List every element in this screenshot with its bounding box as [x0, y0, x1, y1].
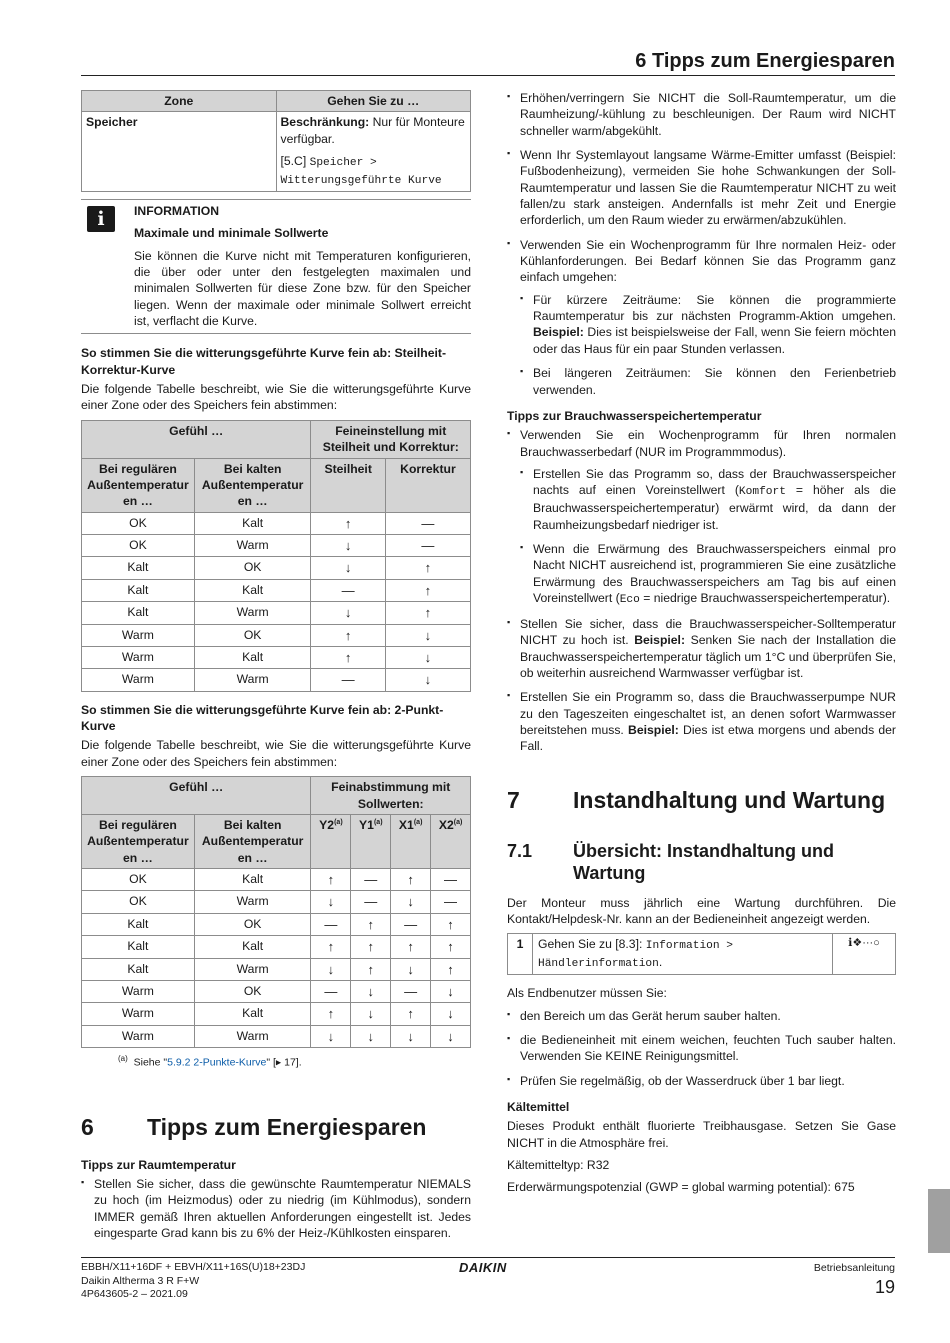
- twopoint-table-cell: ↑: [391, 1003, 431, 1025]
- twopoint-table-row: [82, 868, 471, 890]
- twopoint-table-cell: —: [431, 891, 471, 913]
- slope-table-cell: ↓: [385, 646, 470, 668]
- twopoint-table-cell: ↓: [391, 1025, 431, 1047]
- twopoint-table-row: [82, 936, 471, 958]
- twopoint-table-cell: Kalt: [194, 868, 311, 890]
- slope-table-cell: ↓: [385, 624, 470, 646]
- slope-table-cell: —: [385, 534, 470, 556]
- twopoint-table-cell: ↓: [391, 958, 431, 980]
- slope-table-cell: OK: [194, 557, 311, 579]
- twopoint-table-cell: Kalt: [194, 936, 311, 958]
- slope-table-cell: ↑: [311, 624, 385, 646]
- slope-table-cell: ↑: [385, 557, 470, 579]
- footer-model: EBBH/X11+16DF + EBVH/X11+16S(U)18+23DJ: [81, 1261, 306, 1273]
- slope-table-cell: —: [311, 579, 385, 601]
- slope-table-cell: ↑: [311, 512, 385, 534]
- slope-table-row: [82, 557, 471, 579]
- section-7-heading: 7 Instandhaltung und Wartung: [507, 786, 886, 813]
- header-rule: [81, 75, 895, 76]
- information-box: [81, 199, 471, 334]
- slope-feel-header: Gefühl …: [82, 420, 311, 458]
- twopoint-table-cell: ↑: [311, 868, 351, 890]
- refrigerant-heading: Kältemittel: [507, 1099, 570, 1114]
- footer-rule: [81, 1257, 895, 1258]
- dhw-tip-1: ▪ Verwenden Sie ein Wochenprogramm für Ihren normalen Brauchwasserbedarf (NUR im Programmmodus). ▪ Erstellen Sie das Programm so, dass der Brauchwasserspeicher nachts auf einen Voreinstellwert (Komfort = höher als die Brauchwasserspeichertemperatur) erwärmt wird, da dann der Raumheizungsbedarf niedriger ist. ▪ Wenn die Erwärmung des Brauchwasserspeichers einmal pro Nacht NICHT ausreichend ist, programmieren Sie eine zusätzliche Erwärmung des Brauchwasserspeichers am Tag bis auf einen Voreinstellwert (Eco = niedrige Brauchwasserspeichertemperatur).: [520, 427, 896, 608]
- twopoint-table-cell: Warm: [82, 980, 195, 1002]
- slope-table-row: [82, 602, 471, 624]
- twopoint-table-cell: OK: [82, 868, 195, 890]
- room-temp-heading: Tipps zur Raumtemperatur: [81, 1157, 236, 1172]
- maintenance-intro: Der Monteur muss jährlich eine Wartung durchführen. Die Kontakt/Helpdesk-Nr. kann an der Bedieneinheit angezeigt werden.: [507, 895, 896, 926]
- slope-table-cell: Warm: [82, 669, 195, 691]
- user-task-1: ▪ den Bereich um das Gerät herum sauber halten.: [520, 1008, 896, 1024]
- refrigerant-type: Kältemitteltyp: R32: [507, 1157, 610, 1172]
- section-6-heading: 6 Tipps zum Energiesparen: [81, 1113, 427, 1140]
- goto-cell: Beschränkung: Nur für Monteure verfügbar. [5.C] Speicher > Witterungsgeführte Kurve: [276, 112, 471, 192]
- slope-table-cell: —: [385, 512, 470, 534]
- twopoint-table-cell: ↑: [351, 913, 391, 935]
- slope-table-cell: OK: [82, 534, 195, 556]
- slope-table-cell: Kalt: [82, 579, 195, 601]
- twopoint-intro: Die folgende Tabelle beschreibt, wie Sie die witterungsgeführte Kurve einer Zone oder des Speichers fein abstimmen:: [81, 738, 471, 769]
- twopoint-x2-header: X2$^{(a)}$: [431, 814, 471, 868]
- room-tip-2: ▪ Erhöhen/verringern Sie NICHT die Soll-Raumtemperatur, um die Raumheizung/-kühlung zu beschleunigen. Der Raum wird NICHT schneller warm/abgekühlt.: [520, 90, 896, 139]
- twopoint-table-cell: ↓: [431, 1003, 471, 1025]
- slope-korrektur-header: Korrektur: [385, 458, 470, 512]
- room-tip-4: ▪ Verwenden Sie ein Wochenprogramm für Ihre normalen Heiz- oder Kühlanforderungen. Bei Bedarf können Sie das Programm ganz einfach umgehen: ▪ Für kürzere Zeiträume: Sie können die programmierte Raumtemperatur bis zur nächsten Programm-Aktion umgehen. Beispiel: Dies ist beispielsweise der Fall, wenn Sie feiern möchten oder das Haus für ein paar Stunden verlassen. ▪ Bei längeren Zeiträumen: Sie können den Ferienbetrieb verwenden.: [520, 237, 896, 398]
- zone-table: [81, 90, 471, 192]
- footnote-link[interactable]: 5.9.2 2-Punkte-Kurve: [167, 1056, 267, 1069]
- twopoint-table-row: [82, 980, 471, 1002]
- section-7-1-heading: 7.1 Übersicht: Instandhaltung und Wartung: [507, 840, 834, 883]
- slope-table-cell: ↑: [385, 602, 470, 624]
- slope-table-cell: Warm: [82, 624, 195, 646]
- twopoint-table-cell: OK: [82, 891, 195, 913]
- twopoint-table-cell: ↓: [351, 1025, 391, 1047]
- slope-table-cell: ↓: [311, 602, 385, 624]
- user-task-3: ▪ Prüfen Sie regelmäßig, ob der Wasserdruck über 1 bar liegt.: [520, 1073, 896, 1089]
- twopoint-table-cell: —: [311, 913, 351, 935]
- info-title: Maximale und minimale Sollwerte: [134, 226, 329, 241]
- goto-col-header: Gehen Sie zu …: [276, 91, 471, 112]
- slope-table-cell: Kalt: [82, 557, 195, 579]
- twopoint-table-cell: Warm: [194, 891, 311, 913]
- twopoint-table-cell: —: [351, 891, 391, 913]
- twopoint-table-cell: OK: [194, 913, 311, 935]
- twopoint-table-cell: Warm: [194, 958, 311, 980]
- twopoint-table-cell: ↑: [391, 936, 431, 958]
- slope-table-cell: Warm: [194, 534, 311, 556]
- slope-table-cell: Warm: [194, 669, 311, 691]
- step-table: [507, 933, 896, 975]
- chapter-tab-marker: [928, 1189, 950, 1253]
- twopoint-table-cell: Warm: [82, 1025, 195, 1047]
- refrigerant-text: Dieses Produkt enthält fluorierte Treibhausgase. Setzen Sie Gase NICHT in die Atmosphäre frei.: [507, 1119, 896, 1150]
- twopoint-y1-header: Y1$^{(a)}$: [351, 814, 391, 868]
- slope-table-cell: Warm: [82, 646, 195, 668]
- step-number: 1: [508, 934, 533, 975]
- footnote: $^{(a)}$ Siehe "5.9.2 2-Punkte-Kurve" [▸ 17].: [118, 1054, 302, 1069]
- twopoint-table-cell: ↑: [351, 958, 391, 980]
- slope-table-row: [82, 669, 471, 691]
- page-header-title: 6 Tipps zum Energiesparen: [635, 50, 895, 72]
- twopoint-table-cell: —: [311, 980, 351, 1002]
- footer-doc: 4P643605-2 – 2021.09: [81, 1288, 188, 1301]
- twopoint-table-row: [82, 1025, 471, 1047]
- footer-product: Daikin Altherma 3 R F+W: [81, 1274, 200, 1287]
- slope-table: [81, 420, 471, 692]
- slope-table-row: [82, 646, 471, 668]
- twopoint-table-row: [82, 891, 471, 913]
- slope-regular-header: Bei regulären Außentemperatur en …: [82, 458, 195, 512]
- twopoint-table-cell: ↓: [431, 1025, 471, 1047]
- slope-table-cell: ↓: [311, 557, 385, 579]
- twopoint-x1-header: X1$^{(a)}$: [391, 814, 431, 868]
- twopoint-table-cell: ↓: [391, 891, 431, 913]
- twopoint-fine-header: Feinabstimmung mit Sollwerten:: [311, 777, 471, 815]
- twopoint-table-cell: Kalt: [82, 958, 195, 980]
- left-column: [81, 90, 471, 1249]
- twopoint-table-row: [82, 913, 471, 935]
- slope-table-row: [82, 624, 471, 646]
- slope-table-cell: OK: [82, 512, 195, 534]
- twopoint-table-cell: ↓: [311, 1025, 351, 1047]
- step-control-icon: ℹ︎❖···○: [833, 934, 896, 975]
- twopoint-table-cell: ↓: [311, 891, 351, 913]
- slope-table-cell: Kalt: [194, 579, 311, 601]
- twopoint-table-cell: —: [391, 980, 431, 1002]
- twopoint-table-cell: Kalt: [194, 1003, 311, 1025]
- dhw-subtip-2: ▪ Wenn die Erwärmung des Brauchwasserspeichers einmal pro Nacht NICHT ausreichend ist, programmieren Sie eine zusätzliche Erwärmung des Brauchwasserspeichers am Tag bis auf einen Voreinstellwert (Eco = niedrige Brauchwasserspeichertemperatur).: [533, 541, 896, 608]
- page-number: 19: [874, 1277, 895, 1297]
- dhw-heading: Tipps zur Brauchwasserspeichertemperatur: [507, 408, 762, 423]
- twopoint-table-cell: OK: [194, 980, 311, 1002]
- right-column: [507, 90, 896, 1202]
- slope-table-cell: ↑: [311, 646, 385, 668]
- slope-heading: So stimmen Sie die witterungsgeführte Kurve fein ab: Steilheit-Korrektur-Kurve: [81, 346, 447, 377]
- twopoint-table-cell: ↑: [311, 1003, 351, 1025]
- info-label: INFORMATION: [134, 204, 220, 219]
- twopoint-table-cell: Warm: [194, 1025, 311, 1047]
- info-text: Sie können die Kurve nicht mit Temperaturen konfigurieren, die über oder unter den festgelegten maximalen und minimalen Sollwerten für diese Zone bzw. für den Speicher liegen. Wenn der maximale oder minimale Sollwert erreicht ist, verflacht die Kurve.: [134, 248, 471, 329]
- twopoint-heading: So stimmen Sie die witterungsgeführte Kurve fein ab: 2-Punkt-Kurve: [81, 702, 444, 734]
- twopoint-table: [81, 776, 471, 1048]
- slope-table-cell: Kalt: [194, 512, 311, 534]
- slope-table-row: [82, 534, 471, 556]
- room-tip-3: ▪ Wenn Ihr Systemlayout langsame Wärme-Emitter umfasst (Beispiel: Fußbodenheizung), vermeiden Sie hohe Schwankungen der Soll-Raumtemperatur und lassen Sie die Raumtemperatur NICHT zu weit fallen/zu stark ansteigen. Andernfalls ist mehr Zeit und Energie erforderlich, um den Raum wieder zu erwärmen/abzukühlen.: [520, 147, 896, 229]
- dhw-tip-2: ▪ Stellen Sie sicher, dass die Brauchwasserspeicher-Solltemperatur NICHT zu hoch ist. Beispiel: Senken Sie nach der Installation die Brauchwasserspeichertemperatur täglich um 1°C und überprüfen Sie, ob weiterhin ausreichend Warmwasser verfügbar ist.: [520, 616, 896, 681]
- slope-table-cell: ↓: [311, 534, 385, 556]
- dhw-subtip-1: ▪ Erstellen Sie das Programm so, dass der Brauchwasserspeicher nachts auf einen Voreinstellwert (Komfort = höher als die Brauchwasserspeichertemperatur) erwärmt wird, da dann der Raumheizungsbedarf niedriger ist.: [533, 466, 896, 533]
- twopoint-table-cell: —: [351, 868, 391, 890]
- room-subtip-1: ▪ Für kürzere Zeiträume: Sie können die programmierte Raumtemperatur bis zur nächsten Programm-Aktion umgehen. Beispiel: Dies ist beispielsweise der Fall, wenn Sie feiern möchten oder das Haus für ein paar Stunden verlassen.: [533, 292, 896, 357]
- twopoint-regular-header: Bei regulären Außentemperatur en …: [82, 814, 195, 868]
- twopoint-table-cell: ↑: [431, 913, 471, 935]
- slope-steilheit-header: Steilheit: [311, 458, 385, 512]
- twopoint-table-cell: ↓: [311, 958, 351, 980]
- user-task-2: ▪ die Bedieneinheit mit einem weichen, feuchten Tuch sauber halten. Verwenden Sie KEINE Reinigungsmittel.: [520, 1032, 896, 1065]
- slope-table-row: [82, 579, 471, 601]
- twopoint-table-cell: ↓: [351, 980, 391, 1002]
- daikin-logo: DAIKIN: [459, 1260, 507, 1275]
- twopoint-cold-header: Bei kalten Außentemperatur en …: [194, 814, 311, 868]
- twopoint-table-cell: —: [431, 868, 471, 890]
- slope-table-cell: OK: [194, 624, 311, 646]
- twopoint-table-cell: ↓: [351, 1003, 391, 1025]
- twopoint-y2-header: Y2$^{(a)}$: [311, 814, 351, 868]
- twopoint-table-cell: Kalt: [82, 936, 195, 958]
- slope-table-cell: Kalt: [194, 646, 311, 668]
- twopoint-table-row: [82, 958, 471, 980]
- twopoint-table-cell: ↑: [431, 958, 471, 980]
- step-text: Gehen Sie zu [8.3]: Information > Händlerinformation.: [533, 934, 833, 975]
- slope-table-cell: —: [311, 669, 385, 691]
- slope-fine-header: Feineinstellung mit Steilheit und Korrektur:: [311, 420, 471, 458]
- information-icon: i: [87, 206, 115, 232]
- footer-manual: Betriebsanleitung: [813, 1262, 895, 1274]
- twopoint-table-cell: —: [391, 913, 431, 935]
- slope-table-cell: Warm: [194, 602, 311, 624]
- slope-cold-header: Bei kalten Außentemperatur en …: [194, 458, 311, 512]
- user-intro: Als Endbenutzer müssen Sie:: [507, 986, 667, 1001]
- slope-table-cell: Kalt: [82, 602, 195, 624]
- zone-col-header: Zone: [82, 91, 277, 112]
- slope-table-cell: ↓: [385, 669, 470, 691]
- slope-table-cell: ↑: [385, 579, 470, 601]
- twopoint-table-cell: ↑: [391, 868, 431, 890]
- zone-cell: Speicher: [82, 112, 277, 192]
- twopoint-table-cell: ↑: [351, 936, 391, 958]
- slope-intro: Die folgende Tabelle beschreibt, wie Sie die witterungsgeführte Kurve einer Zone oder des Speichers fein abstimmen:: [81, 382, 471, 413]
- footer-left: [81, 1261, 305, 1302]
- dhw-tip-3: ▪ Erstellen Sie ein Programm so, dass die Brauchwasserpumpe NUR zu den Tageszeiten eingeschaltet ist, an denen sofort Warmwasser bereitstehen muss. Beispiel: Dies ist etwa morgens und abends der Fall.: [520, 689, 896, 754]
- room-subtip-2: ▪ Bei längeren Zeiträumen: Sie können den Ferienbetrieb verwenden.: [533, 365, 896, 398]
- twopoint-table-cell: Warm: [82, 1003, 195, 1025]
- refrigerant-gwp: Erderwärmungspotenzial (GWP = global warming potential): 675: [507, 1180, 855, 1195]
- twopoint-table-cell: Kalt: [82, 913, 195, 935]
- room-tip-1: ▪ Stellen Sie sicher, dass die gewünschte Raumtemperatur NIEMALS zu hoch (im Heizmodus) oder zu niedrig (im Kühlmodus), sondern IMMER gemäß Ihren aktuellen Anforderungen eingestellt ist. Jedes eingesparte Grad kann bis zu 6% der Heiz-/Kühlkosten einsparen.: [94, 1176, 471, 1241]
- twopoint-table-row: [82, 1003, 471, 1025]
- twopoint-table-cell: ↓: [431, 980, 471, 1002]
- twopoint-feel-header: Gefühl …: [82, 777, 311, 815]
- slope-table-row: [82, 512, 471, 534]
- twopoint-table-cell: ↑: [311, 936, 351, 958]
- twopoint-table-cell: ↑: [431, 936, 471, 958]
